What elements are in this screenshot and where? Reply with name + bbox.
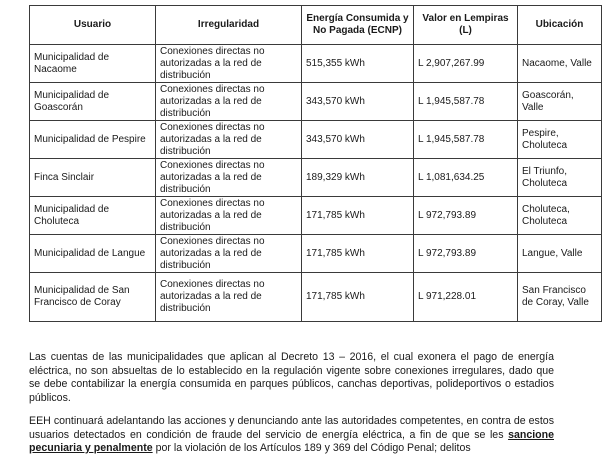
cell-valor: L 1,081,634.25 xyxy=(414,159,518,197)
cell-ubicacion: El Triunfo, Choluteca xyxy=(518,159,602,197)
cell-valor: L 1,945,587.78 xyxy=(414,83,518,121)
cell-usuario: Municipalidad de Choluteca xyxy=(30,197,156,235)
decree-paragraph: Las cuentas de las municipalidades que aplican al Decreto 13 – 2016, el cual exonera el pago de energía eléctrica, no son absueltas de lo establecido en la regulación vigente sobre conexiones irregulares, dado que se debe contabilizar la energía consumida en parques públicos, canchas deportivas, polideportivos o estadios públicos. xyxy=(29,351,554,404)
cell-valor: L 2,907,267.99 xyxy=(414,45,518,83)
sanction-emphasis: sancione pecuniaria y penalmente xyxy=(29,428,554,455)
header-usuario: Usuario xyxy=(30,6,156,45)
cell-irregularidad: Conexiones directas no autorizadas a la red de distribución xyxy=(156,197,302,235)
cell-ecnp: 515,355 kWh xyxy=(302,45,414,83)
cell-irregularidad: Conexiones directas no autorizadas a la red de distribución xyxy=(156,235,302,273)
cell-valor: L 972,793.89 xyxy=(414,235,518,273)
cell-usuario: Finca Sinclair xyxy=(30,159,156,197)
cell-irregularidad: Conexiones directas no autorizadas a la red de distribución xyxy=(156,159,302,197)
fraud-users-table xyxy=(29,5,602,322)
cell-ubicacion: Langue, Valle xyxy=(518,235,602,273)
cell-usuario: Municipalidad de Nacaome xyxy=(30,45,156,83)
cell-usuario: Municipalidad de Goascorán xyxy=(30,83,156,121)
paragraph-text-after: por la violación de los Artículos 189 y 369 del Código Penal; delitos xyxy=(152,442,471,455)
table-row xyxy=(30,197,602,235)
cell-ecnp: 343,570 kWh xyxy=(302,121,414,159)
cell-ecnp: 171,785 kWh xyxy=(302,273,414,322)
cell-ubicacion: Goascorán, Valle xyxy=(518,83,602,121)
cell-ecnp: 343,570 kWh xyxy=(302,83,414,121)
cell-irregularidad: Conexiones directas no autorizadas a la red de distribución xyxy=(156,45,302,83)
cell-valor: L 972,793.89 xyxy=(414,197,518,235)
paragraph-text-before: EEH continuará adelantando las acciones y denunciando ante las autoridades competentes, en contra de estos usuarios detectados en condición de fraude del servicio de energía eléctrica, a fin de que se les xyxy=(29,415,554,441)
table-row xyxy=(30,159,602,197)
eeh-actions-paragraph xyxy=(29,415,554,456)
cell-ubicacion: Choluteca, Choluteca xyxy=(518,197,602,235)
cell-ecnp: 171,785 kWh xyxy=(302,197,414,235)
table-row xyxy=(30,45,602,83)
cell-ubicacion: San Francisco de Coray, Valle xyxy=(518,273,602,322)
table-row xyxy=(30,273,602,322)
cell-usuario: Municipalidad de Langue xyxy=(30,235,156,273)
cell-irregularidad: Conexiones directas no autorizadas a la red de distribución xyxy=(156,121,302,159)
cell-usuario: Municipalidad de San Francisco de Coray xyxy=(30,273,156,322)
table-row xyxy=(30,121,602,159)
header-valor: Valor en Lempiras (L) xyxy=(414,6,518,45)
cell-valor: L 1,945,587.78 xyxy=(414,121,518,159)
cell-usuario: Municipalidad de Pespire xyxy=(30,121,156,159)
cell-ubicacion: Pespire, Choluteca xyxy=(518,121,602,159)
table-header-row xyxy=(30,6,602,45)
cell-valor: L 971,228.01 xyxy=(414,273,518,322)
cell-ecnp: 189,329 kWh xyxy=(302,159,414,197)
table-row xyxy=(30,83,602,121)
cell-ecnp: 171,785 kWh xyxy=(302,235,414,273)
header-irregularidad: Irregularidad xyxy=(156,6,302,45)
cell-irregularidad: Conexiones directas no autorizadas a la red de distribución xyxy=(156,273,302,322)
header-ecnp: Energía Consumida y No Pagada (ECNP) xyxy=(302,6,414,45)
cell-irregularidad: Conexiones directas no autorizadas a la red de distribución xyxy=(156,83,302,121)
cell-ubicacion: Nacaome, Valle xyxy=(518,45,602,83)
table-row xyxy=(30,235,602,273)
header-ubicacion: Ubicación xyxy=(518,6,602,45)
